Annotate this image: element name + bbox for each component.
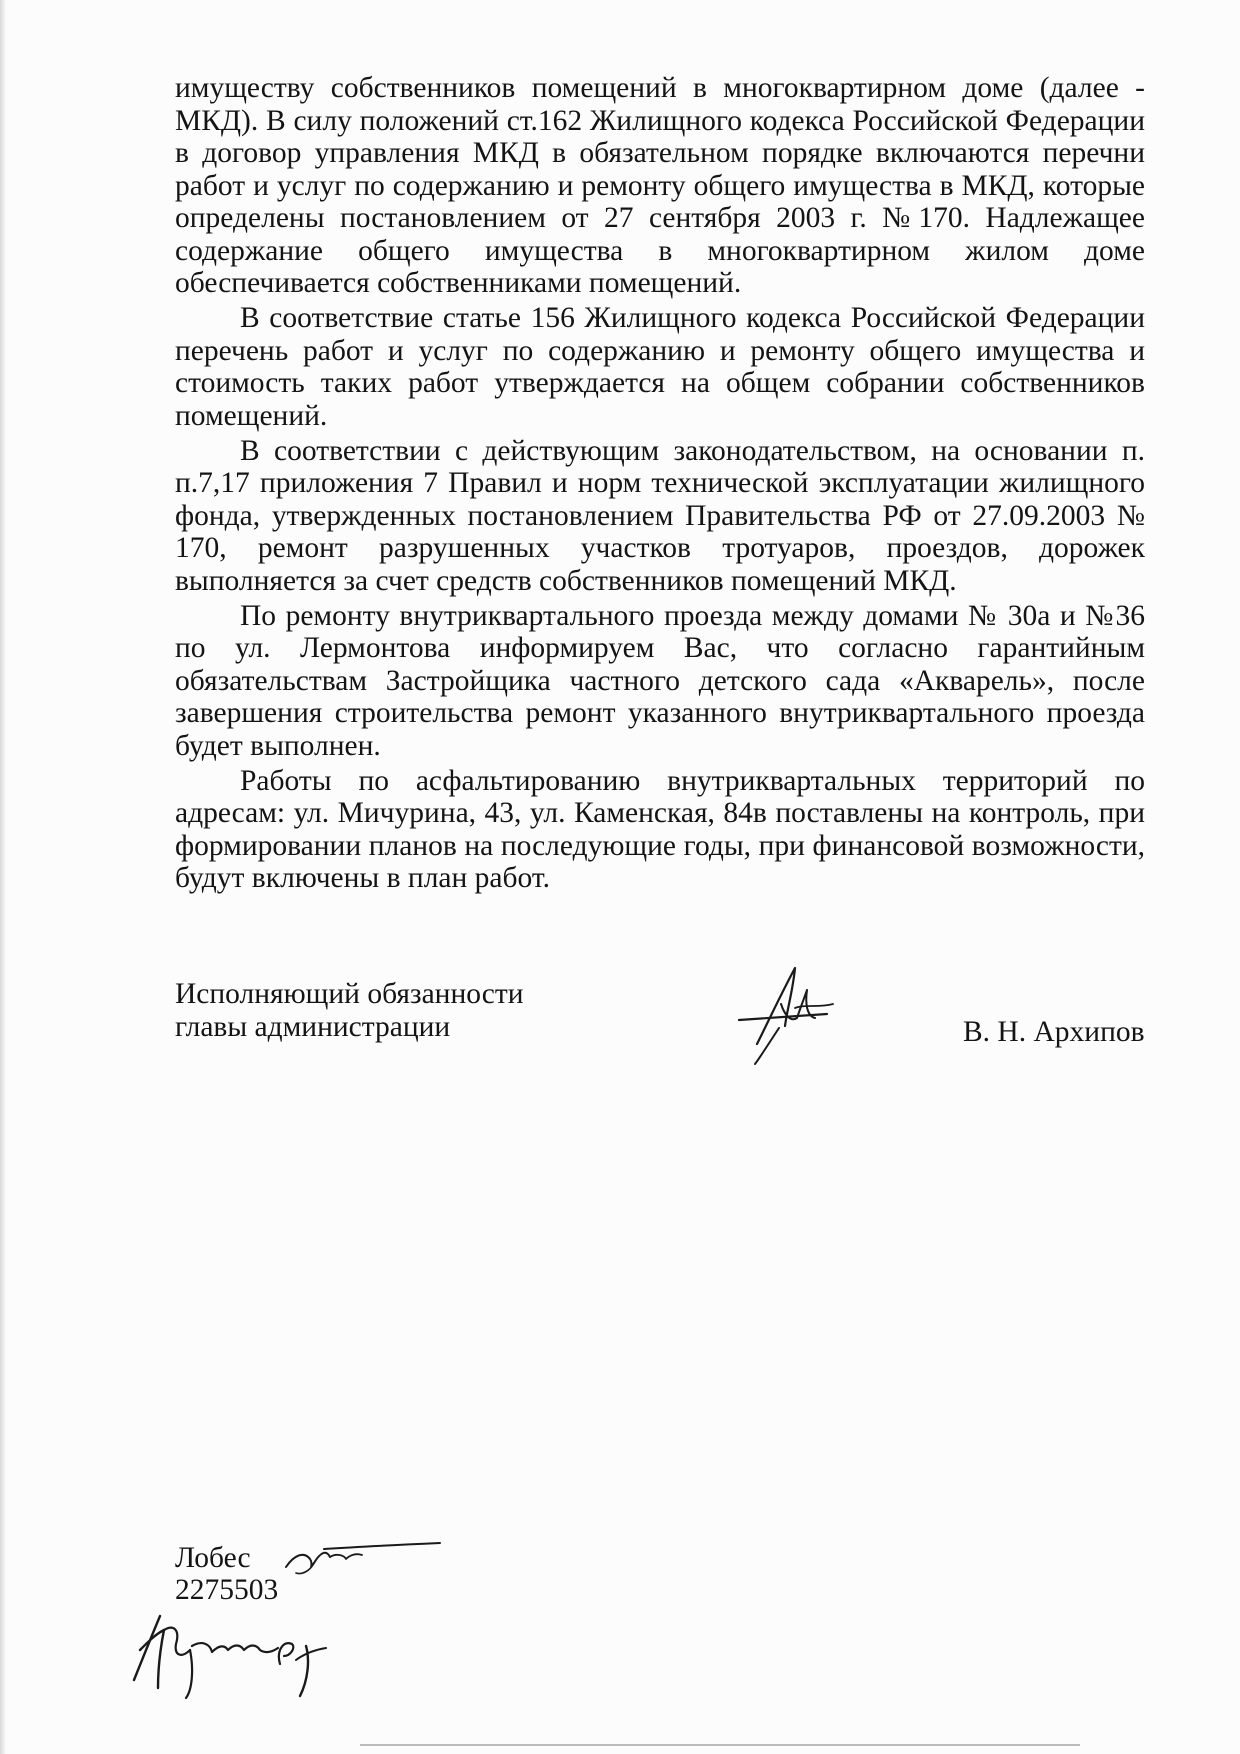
signatory-position-line2: главы администрации (175, 1010, 451, 1043)
signatory-position-line1: Исполняющий обязанности (175, 978, 524, 1010)
paragraph-2: В соответствие статье 156 Жилищного кодекса Российской Федерации перечень работ и услуг по содержанию и ремонту общего имущества и стоимость таких работ утверждается на общем собрании собственников помещений. (175, 302, 1145, 432)
paragraph-4: По ремонту внутриквартального проезда между домами № 30а и №36 по ул. Лермонтова информируем Вас, что согласно гарантийным обязательствам Застройщика частного детского сада «Акварель», после завершения строительства ремонт указанного внутриквартального проезда будет выполнен. (175, 599, 1145, 762)
initials-scribble-icon (284, 1537, 444, 1577)
executor-info (175, 1542, 278, 1606)
scan-bottom-line (360, 1744, 1080, 1746)
executor-phone: 2275503 (175, 1574, 279, 1606)
letter-body (175, 72, 1145, 895)
paragraph-1: имуществу собственников помещений в многоквартирном доме (далее - МКД). В силу положений ст.162 Жилищного кодекса Российской Федерации в договор управления МКД в обязательном порядке включаются перечни работ и услуг по содержанию и ремонту общего имущества в МКД, которые определены постановлением от 27 сентября 2003 г. №170. Надлежащее содержание общего имущества в многоквартирном жилом доме обеспечивается собственниками помещений. (175, 72, 1145, 299)
handwritten-signature-icon (735, 960, 855, 1070)
paragraph-5: Работы по асфальтированию внутриквартальных территорий по адресам: ул. Мичурина, 43, ул. Каменская, 84в поставлены на контроль, при формировании планов на последующие годы, при финансовой возможности, будут включены в план работ. (175, 764, 1145, 894)
handwritten-note-icon (130, 1610, 380, 1700)
signatory-name: В. Н. Архипов (963, 1016, 1145, 1048)
paragraph-3: В соответствии с действующим законодательством, на основании п. п.7,17 приложения 7 Правил и норм технической эксплуатации жилищного фонда, утвержденных постановлением Правительства РФ от 27.09.2003 № 170, ремонт разрушенных участков тротуаров, проездов, дорожек выполняется за счет средств собственников помещений МКД. (175, 434, 1145, 597)
executor-surname: Лобес (175, 1542, 251, 1574)
scan-edge-shadow (0, 0, 6, 1754)
signatory-position (175, 978, 524, 1043)
